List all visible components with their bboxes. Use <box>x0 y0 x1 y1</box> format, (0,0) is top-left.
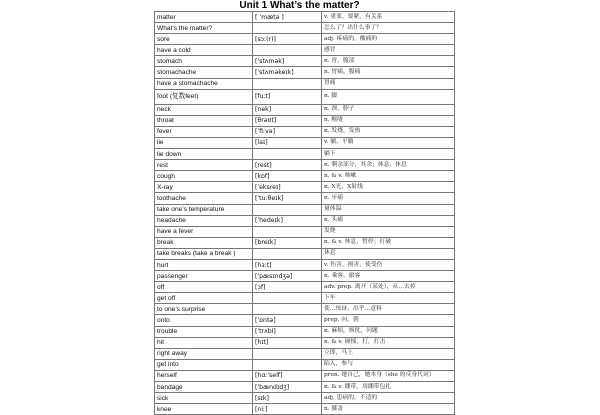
meaning-cell: 感冒 <box>322 45 455 56</box>
word-cell: get into <box>155 359 253 370</box>
word-cell: sore <box>155 34 253 45</box>
phonetic-cell: [ˈpæsɪndʒə] <box>253 271 322 282</box>
word-cell: stomachache <box>155 67 253 78</box>
meaning-cell: n. 麻烦，烦扰，问题 <box>322 326 455 337</box>
vocabulary-page <box>154 0 445 413</box>
word-cell: herself <box>155 370 253 381</box>
meaning-cell: 休息 <box>322 248 455 259</box>
word-cell: X-ray <box>155 182 253 193</box>
table-row <box>155 248 455 259</box>
word-cell: bandage <box>155 382 253 393</box>
table-row <box>155 226 455 237</box>
meaning-cell: n. 乘客，旅客 <box>322 271 455 282</box>
meaning-cell: n. & v. 休息，暂停；打破 <box>322 237 455 248</box>
phonetic-cell: [ˈtuːθeɪk] <box>253 193 322 204</box>
word-cell: toothache <box>155 193 253 204</box>
table-row <box>155 237 455 248</box>
meaning-cell: n. & v. 绷带，用绷带包扎 <box>322 382 455 393</box>
phonetic-cell: [laɪ] <box>253 137 322 148</box>
meaning-cell: n. & v. 咳嗽 <box>322 171 455 182</box>
meaning-cell: n. & v. 碰撞，打，打击 <box>322 337 455 348</box>
phonetic-cell <box>253 293 322 304</box>
table-row <box>155 160 455 171</box>
word-cell: lie <box>155 137 253 148</box>
word-cell: neck <box>155 104 253 115</box>
table-row <box>155 293 455 304</box>
table-row <box>155 89 455 104</box>
phonetic-cell <box>253 78 322 89</box>
table-row <box>155 348 455 359</box>
word-cell: trouble <box>155 326 253 337</box>
table-row <box>155 23 455 34</box>
phonetic-cell: [ˈhedeɪk] <box>253 215 322 226</box>
word-cell: hurt <box>155 259 253 270</box>
word-cell: have a stomachache <box>155 78 253 89</box>
phonetic-cell <box>253 248 322 259</box>
table-row <box>155 359 455 370</box>
phonetic-cell: [niː] <box>253 404 322 415</box>
word-cell: onto <box>155 315 253 326</box>
vocabulary-table-body <box>155 12 455 415</box>
table-row <box>155 193 455 204</box>
phonetic-cell: [ˈbændɪdʒ] <box>253 382 322 393</box>
phonetic-cell: [fuːt] <box>253 89 322 104</box>
meaning-cell: v. 伤害，损害，使受伤 <box>322 259 455 270</box>
meaning-cell: n. 牙痛 <box>322 193 455 204</box>
phonetic-cell <box>253 226 322 237</box>
meaning-cell: n. 胃，腹部 <box>322 56 455 67</box>
page-title: Unit 1 What’s the matter? <box>239 0 360 11</box>
phonetic-cell: [ˈɒntə] <box>253 315 322 326</box>
table-row <box>155 304 455 315</box>
word-cell: matter <box>155 12 253 23</box>
table-row <box>155 382 455 393</box>
meaning-cell: n. 喉咙 <box>322 115 455 126</box>
table-row <box>155 326 455 337</box>
meaning-cell: prep. 向，朝 <box>322 315 455 326</box>
meaning-cell: n. 胃痛，腹痛 <box>322 67 455 78</box>
table-row <box>155 115 455 126</box>
meaning-cell: n. 头痛 <box>322 215 455 226</box>
table-row <box>155 393 455 404</box>
meaning-cell: pron. 她自己，她本身（she 的反身代词） <box>322 370 455 381</box>
phonetic-cell: [hɑːˈself] <box>253 370 322 381</box>
meaning-cell: v. 躺，平躺 <box>322 137 455 148</box>
table-row <box>155 149 455 160</box>
word-cell: throat <box>155 115 253 126</box>
table-row <box>155 12 455 23</box>
phonetic-cell: [sɪk] <box>253 393 322 404</box>
meaning-cell: 使…惊讶，出乎…意料 <box>322 304 455 315</box>
meaning-cell: adj. 疼痛的，酸痛的 <box>322 34 455 45</box>
table-row <box>155 315 455 326</box>
meaning-cell: n. 发烧，发热 <box>322 126 455 137</box>
table-row <box>155 137 455 148</box>
meaning-cell: adv. prep. 离开（某处），从…去掉 <box>322 282 455 293</box>
word-cell: take breaks (take a break ) <box>155 248 253 259</box>
table-row <box>155 104 455 115</box>
meaning-cell: n. 剩余部分，其余；休息，休息 <box>322 160 455 171</box>
phonetic-cell: [ˈfiːvə] <box>253 126 322 137</box>
phonetic-cell: [ˈstʌməkeɪk] <box>253 67 322 78</box>
phonetic-cell: [hɜːt] <box>253 259 322 270</box>
word-cell: knee <box>155 404 253 415</box>
phonetic-cell <box>253 304 322 315</box>
meaning-cell: 立即，马上 <box>322 348 455 359</box>
phonetic-cell <box>253 348 322 359</box>
phonetic-cell <box>253 359 322 370</box>
table-row <box>155 282 455 293</box>
meaning-cell: n. 脚 <box>322 89 455 104</box>
phonetic-cell: [hɪt] <box>253 337 322 348</box>
word-cell: passenger <box>155 271 253 282</box>
meaning-cell: v. 重要、要紧，有关系 <box>322 12 455 23</box>
meaning-cell: 怎么了？出什么事了？ <box>322 23 455 34</box>
phonetic-cell: [ˈeksreɪ] <box>253 182 322 193</box>
word-cell: break <box>155 237 253 248</box>
meaning-cell: 量体温 <box>322 204 455 215</box>
table-row <box>155 370 455 381</box>
phonetic-cell: [ ˈmætə ] <box>253 12 322 23</box>
word-cell: stomach <box>155 56 253 67</box>
table-row <box>155 271 455 282</box>
phonetic-cell: [ɔf] <box>253 282 322 293</box>
word-cell: get off <box>155 293 253 304</box>
table-row <box>155 337 455 348</box>
word-cell: have a cold <box>155 45 253 56</box>
meaning-cell: 陷入，参与 <box>322 359 455 370</box>
word-cell: off <box>155 282 253 293</box>
phonetic-cell <box>253 23 322 34</box>
table-row <box>155 67 455 78</box>
phonetic-cell <box>253 204 322 215</box>
phonetic-cell: [rest] <box>253 160 322 171</box>
phonetic-cell: [breɪk] <box>253 237 322 248</box>
phonetic-cell: [ˈstʌmək] <box>253 56 322 67</box>
meaning-cell: 下车 <box>322 293 455 304</box>
word-cell: take one’s temperature <box>155 204 253 215</box>
word-cell: sick <box>155 393 253 404</box>
meaning-cell: n. X光，X射线 <box>322 182 455 193</box>
word-cell: hit <box>155 337 253 348</box>
meaning-cell: n. 膝盖 <box>322 404 455 415</box>
phonetic-cell <box>253 149 322 160</box>
word-cell: lie down <box>155 149 253 160</box>
word-cell: foot (复数feet) <box>155 89 253 104</box>
phonetic-cell: [sɔː(r)] <box>253 34 322 45</box>
meaning-cell: adj. 患病的，不适的 <box>322 393 455 404</box>
table-row <box>155 404 455 415</box>
meaning-cell: 胃痛 <box>322 78 455 89</box>
meaning-cell: n. 颈，脖子 <box>322 104 455 115</box>
phonetic-cell: [ˈtrʌbl] <box>253 326 322 337</box>
word-cell: headache <box>155 215 253 226</box>
table-row <box>155 45 455 56</box>
table-row <box>155 34 455 45</box>
word-cell: right away <box>155 348 253 359</box>
table-row <box>155 182 455 193</box>
word-cell: to one’s surprise <box>155 304 253 315</box>
table-row <box>155 126 455 137</box>
phonetic-cell: [kɒf] <box>253 171 322 182</box>
phonetic-cell: [θrəʊt] <box>253 115 322 126</box>
vocabulary-table <box>154 11 455 415</box>
table-row <box>155 56 455 67</box>
phonetic-cell: [nek] <box>253 104 322 115</box>
word-cell: What’s the matter? <box>155 23 253 34</box>
meaning-cell: 躺下 <box>322 149 455 160</box>
word-cell: have a fever <box>155 226 253 237</box>
table-row <box>155 215 455 226</box>
table-row <box>155 204 455 215</box>
meaning-cell: 发烧 <box>322 226 455 237</box>
table-row <box>155 78 455 89</box>
table-row <box>155 171 455 182</box>
word-cell: rest <box>155 160 253 171</box>
phonetic-cell <box>253 45 322 56</box>
table-row <box>155 259 455 270</box>
word-cell: cough <box>155 171 253 182</box>
word-cell: fever <box>155 126 253 137</box>
